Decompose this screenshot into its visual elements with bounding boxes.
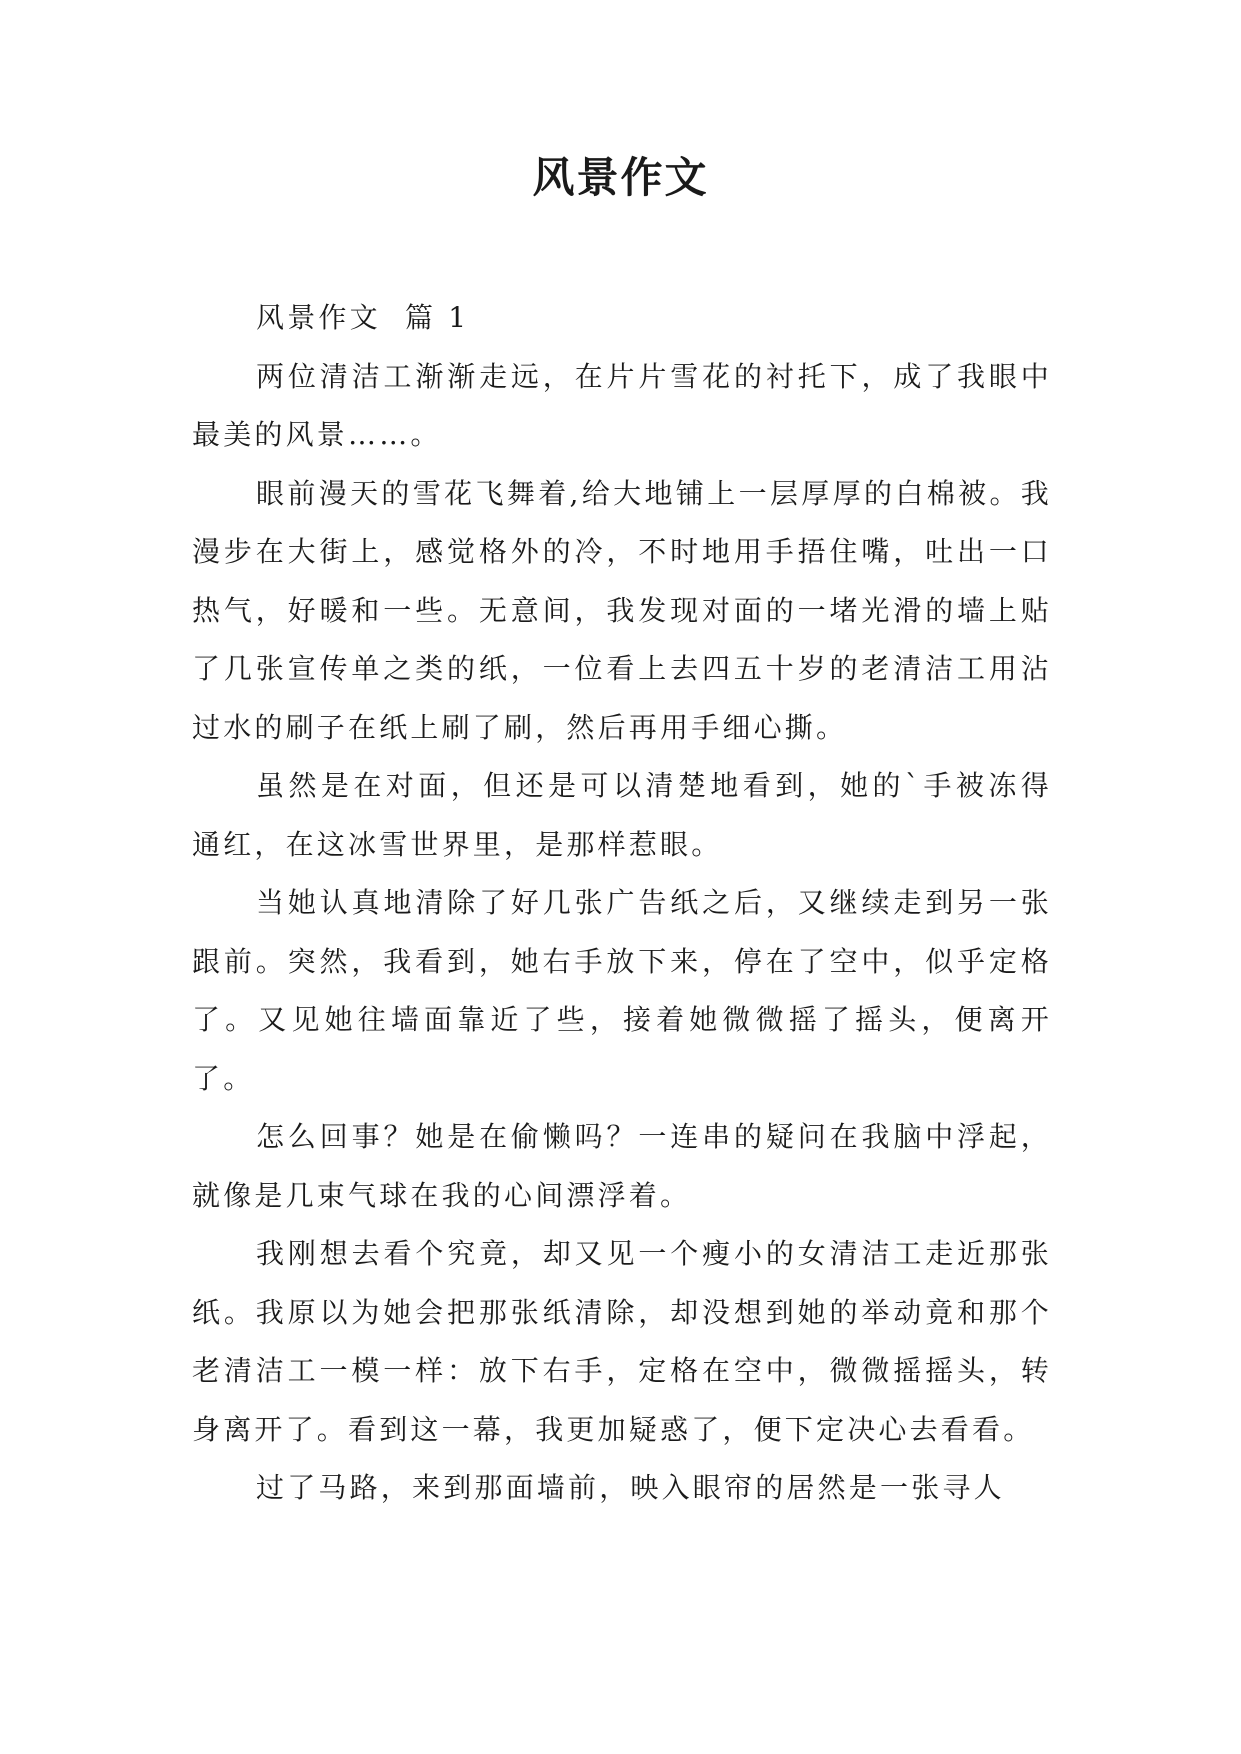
page-title: 风景作文 bbox=[532, 153, 709, 202]
paragraph: 虽然是在对面，但还是可以清楚地看到，她的`手被冻得通红，在这冰雪世界里，是那样惹眼。 bbox=[192, 769, 1052, 861]
paragraph: 我刚想去看个究竟，却又见一个瘦小的女清洁工走近那张纸。我原以为她会把那张纸清除，却没想到她的举动竟和那个老清洁工一模一样：放下右手，定格在空中，微微摇摇头，转身离开了。看到这一幕，我更加疑惑了，便下定决心去看看。 bbox=[192, 1237, 1052, 1446]
document-body bbox=[192, 289, 1052, 1518]
section-heading: 风景作文 篇 1 bbox=[256, 301, 470, 334]
paragraph: 当她认真地清除了好几张广告纸之后，又继续走到另一张跟前。突然，我看到，她右手放下来，停在了空中，似乎定格了。又见她往墙面靠近了些，接着她微微摇了摇头，便离开了。 bbox=[192, 886, 1052, 1095]
paragraph: 怎么回事？她是在偷懒吗？一连串的疑问在我脑中浮起，就像是几束气球在我的心间漂浮着。 bbox=[192, 1120, 1052, 1212]
paragraph: 眼前漫天的雪花飞舞着,给大地铺上一层厚厚的白棉被。我漫步在大街上，感觉格外的冷，不时地用手捂住嘴，吐出一口热气，好暖和一些。无意间，我发现对面的一堵光滑的墙上贴了几张宣传单之类的纸，一位看上去四五十岁的老清洁工用沾过水的刷子在纸上刷了刷，然后再用手细心撕。 bbox=[192, 476, 1052, 744]
paragraph: 两位清洁工渐渐走远，在片片雪花的衬托下，成了我眼中最美的风景……。 bbox=[192, 359, 1052, 451]
paragraph: 过了马路，来到那面墙前，映入眼帘的居然是一张寻人 bbox=[256, 1471, 1005, 1504]
